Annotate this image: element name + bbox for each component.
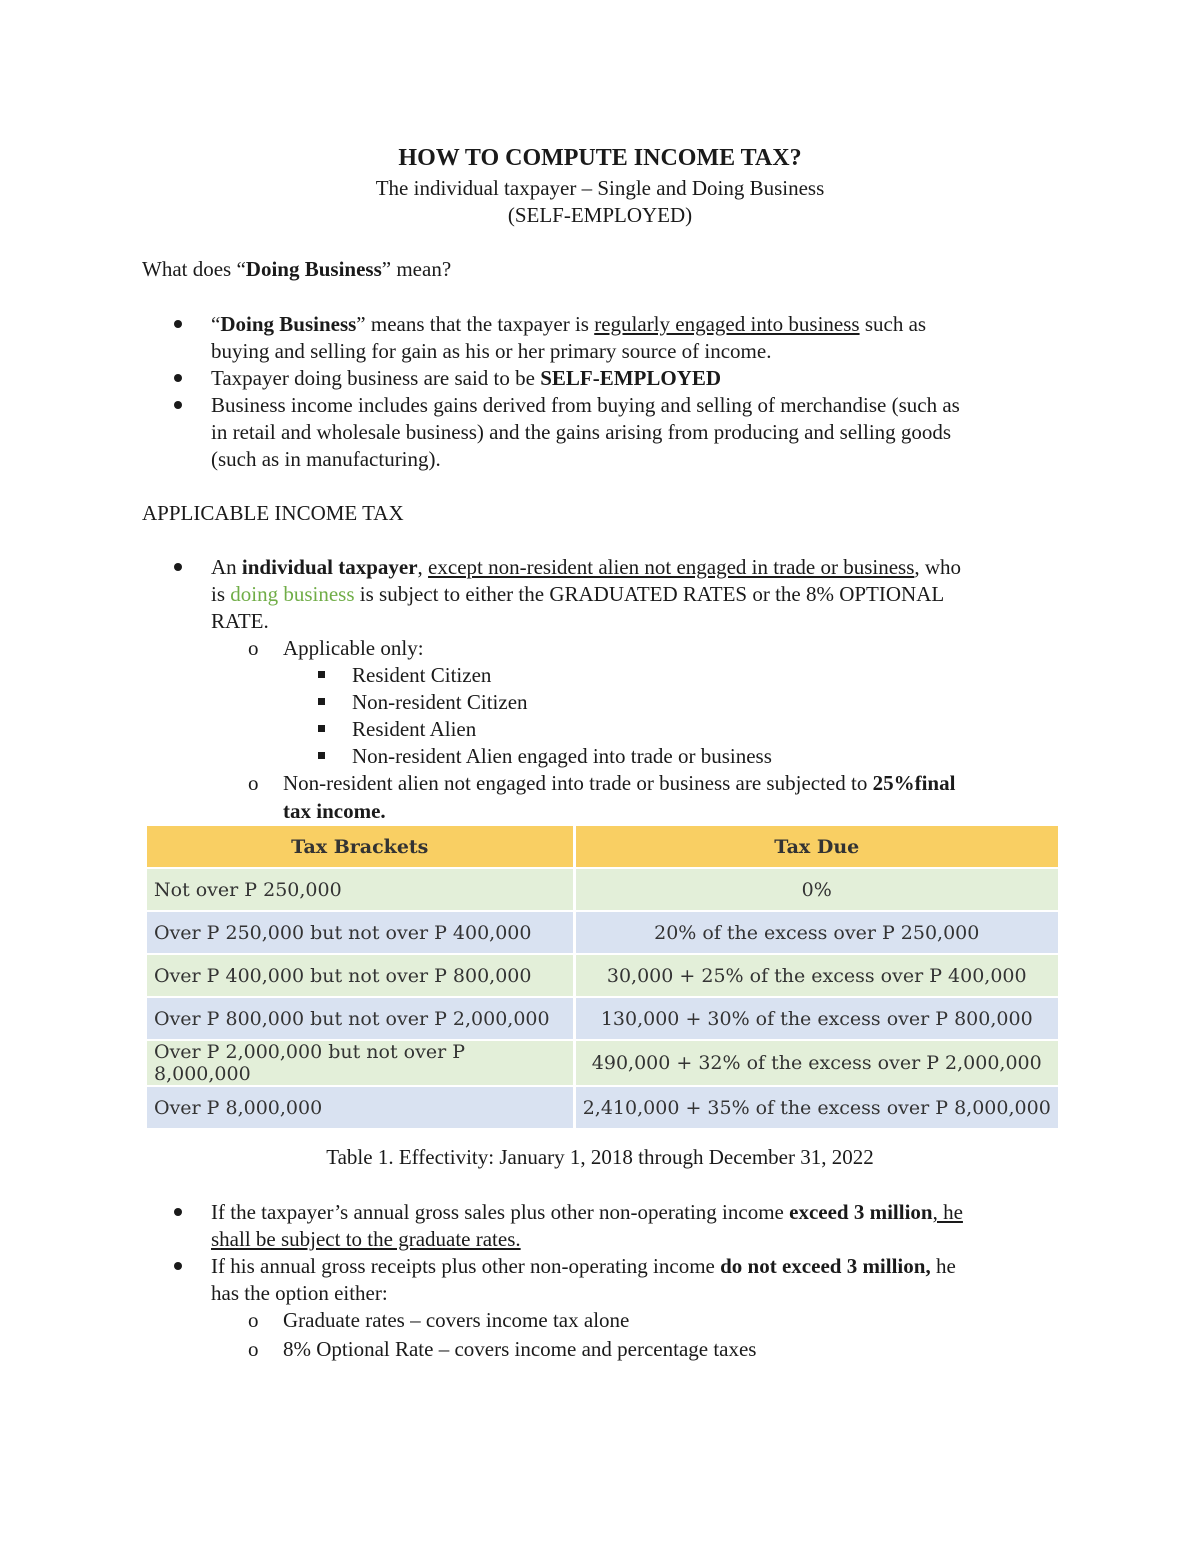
app-green-text: doing business: [230, 582, 355, 606]
applicable-list-item: Resident Citizen: [352, 663, 492, 687]
option-item: 8% Optional Rate – covers income and percentage taxes: [283, 1337, 757, 1361]
square-bullet-icon: [318, 725, 325, 732]
r1-pre: If the taxpayer’s annual gross sales plus other non-operating income: [211, 1200, 790, 1224]
bullet-icon: [174, 374, 182, 382]
sub2-pre: Non-resident alien not engaged into trade or business are subjected to: [283, 771, 873, 795]
page-title: HOW TO COMPUTE INCOME TAX?: [398, 145, 802, 171]
circle-bullet-icon: o: [248, 1308, 259, 1332]
table-header-cell: Tax Due: [574, 826, 1058, 868]
table-row: [147, 1086, 1058, 1129]
sub2-bold: 25%final: [872, 771, 956, 795]
square-bullet-icon: [318, 698, 325, 705]
bracket-cell: Over P 400,000 but not over P 800,000: [147, 954, 574, 997]
table-row: [147, 997, 1058, 1040]
b1-mid: ” means that the taxpayer is: [356, 312, 595, 336]
b1-post: such as: [859, 312, 927, 336]
tax-due-cell: 30,000 + 25% of the excess over P 400,000: [574, 954, 1058, 997]
tax-due-cell: 130,000 + 30% of the excess over P 800,000: [574, 997, 1058, 1040]
question-post: ” mean?: [381, 257, 452, 281]
applicable-list-item: Resident Alien: [352, 717, 477, 741]
option-item: Graduate rates – covers income tax alone: [283, 1308, 630, 1332]
bullet-icon: [174, 1208, 182, 1216]
question-line: [142, 257, 451, 282]
applicable-list-item: Non-resident Alien engaged into trade or business: [352, 744, 772, 768]
bracket-cell: Over P 2,000,000 but not over P 8,000,000: [147, 1040, 574, 1086]
r2-post: he: [930, 1254, 956, 1278]
applicable-sub-1: Applicable only:: [283, 636, 424, 660]
rule-1-line-2: [211, 1227, 521, 1252]
tax-due-cell: 490,000 + 32% of the excess over P 2,000,000: [574, 1040, 1058, 1086]
table-caption: Table 1. Effectivity: January 1, 2018 through December 31, 2022: [326, 1145, 874, 1169]
applicable-list-item: Non-resident Citizen: [352, 690, 528, 714]
app-underline: except non-resident alien not engaged in trade or business: [428, 555, 915, 579]
bullet-icon: [174, 320, 182, 328]
square-bullet-icon: [318, 671, 325, 678]
tax-due-cell: 0%: [574, 868, 1058, 911]
table-row: [147, 911, 1058, 954]
table-row: [147, 1040, 1058, 1086]
applicable-sub-2-line-2: [283, 799, 386, 824]
r1-underline: , he: [932, 1200, 963, 1224]
tax-brackets-table: [147, 826, 1058, 1130]
def-bullet-3-line-1: Business income includes gains derived from buying and selling of merchandise (such as: [211, 393, 960, 417]
page-subtitle-2: (SELF-EMPLOYED): [507, 203, 693, 227]
circle-bullet-icon: o: [248, 771, 259, 795]
bracket-cell: Over P 8,000,000: [147, 1086, 574, 1129]
bullet-icon: [174, 563, 182, 571]
applicable-line-1: [211, 555, 961, 580]
sub2-line2: tax income.: [283, 799, 386, 823]
table-row: [147, 868, 1058, 911]
tax-due-cell: 2,410,000 + 35% of the excess over P 8,000,000: [574, 1086, 1058, 1129]
section-heading: APPLICABLE INCOME TAX: [142, 501, 404, 525]
square-bullet-icon: [318, 752, 325, 759]
table-header-row: [147, 826, 1058, 868]
b2-bold: SELF-EMPLOYED: [540, 366, 722, 390]
r1-line2: shall be subject to the graduate rates.: [211, 1227, 521, 1251]
rule-1-line-1: [211, 1200, 963, 1225]
bullet-icon: [174, 1262, 182, 1270]
rule-2-line-2: has the option either:: [211, 1281, 388, 1305]
applicable-sub-2: [283, 771, 955, 796]
b1-underline: regularly engaged into business: [594, 312, 860, 336]
question-bold: Doing Business: [245, 257, 382, 281]
def-bullet-2: [211, 366, 721, 391]
bracket-cell: Not over P 250,000: [147, 868, 574, 911]
bracket-cell: Over P 250,000 but not over P 400,000: [147, 911, 574, 954]
app-post: , who: [914, 555, 962, 579]
question-pre: What does “: [142, 257, 246, 281]
app-line2-post: is subject to either the GRADUATED RATES or the 8% OPTIONAL: [354, 582, 945, 606]
app-pre: An: [211, 555, 242, 579]
bullet-icon: [174, 401, 182, 409]
applicable-line-3: RATE.: [211, 609, 269, 633]
r2-bold: do not exceed 3 million,: [720, 1254, 931, 1278]
table-header-cell: Tax Brackets: [147, 826, 574, 868]
def-bullet-1-line-2: buying and selling for gain as his or her primary source of income.: [211, 339, 772, 363]
table-row: [147, 954, 1058, 997]
rule-2-line-1: [211, 1254, 956, 1279]
def-bullet-1: [211, 312, 926, 337]
def-bullet-3-line-2: in retail and wholesale business) and the gains arising from producing and selling goods: [211, 420, 952, 444]
page-subtitle: The individual taxpayer – Single and Doing Business: [375, 176, 825, 200]
circle-bullet-icon: o: [248, 636, 259, 660]
app-bold: individual taxpayer: [241, 555, 418, 579]
tax-due-cell: 20% of the excess over P 250,000: [574, 911, 1058, 954]
r2-pre: If his annual gross receipts plus other non-operating income: [211, 1254, 721, 1278]
bracket-cell: Over P 800,000 but not over P 2,000,000: [147, 997, 574, 1040]
b1-open: “: [211, 312, 221, 336]
b2-pre: Taxpayer doing business are said to be: [211, 366, 541, 390]
r1-bold: exceed 3 million: [789, 1200, 933, 1224]
def-bullet-3-line-3: (such as in manufacturing).: [211, 447, 441, 471]
applicable-line-2: [211, 582, 944, 607]
app-comma: ,: [417, 555, 429, 579]
circle-bullet-icon: o: [248, 1337, 259, 1361]
b1-bold: Doing Business: [220, 312, 357, 336]
app-line2-pre: is: [211, 582, 231, 606]
